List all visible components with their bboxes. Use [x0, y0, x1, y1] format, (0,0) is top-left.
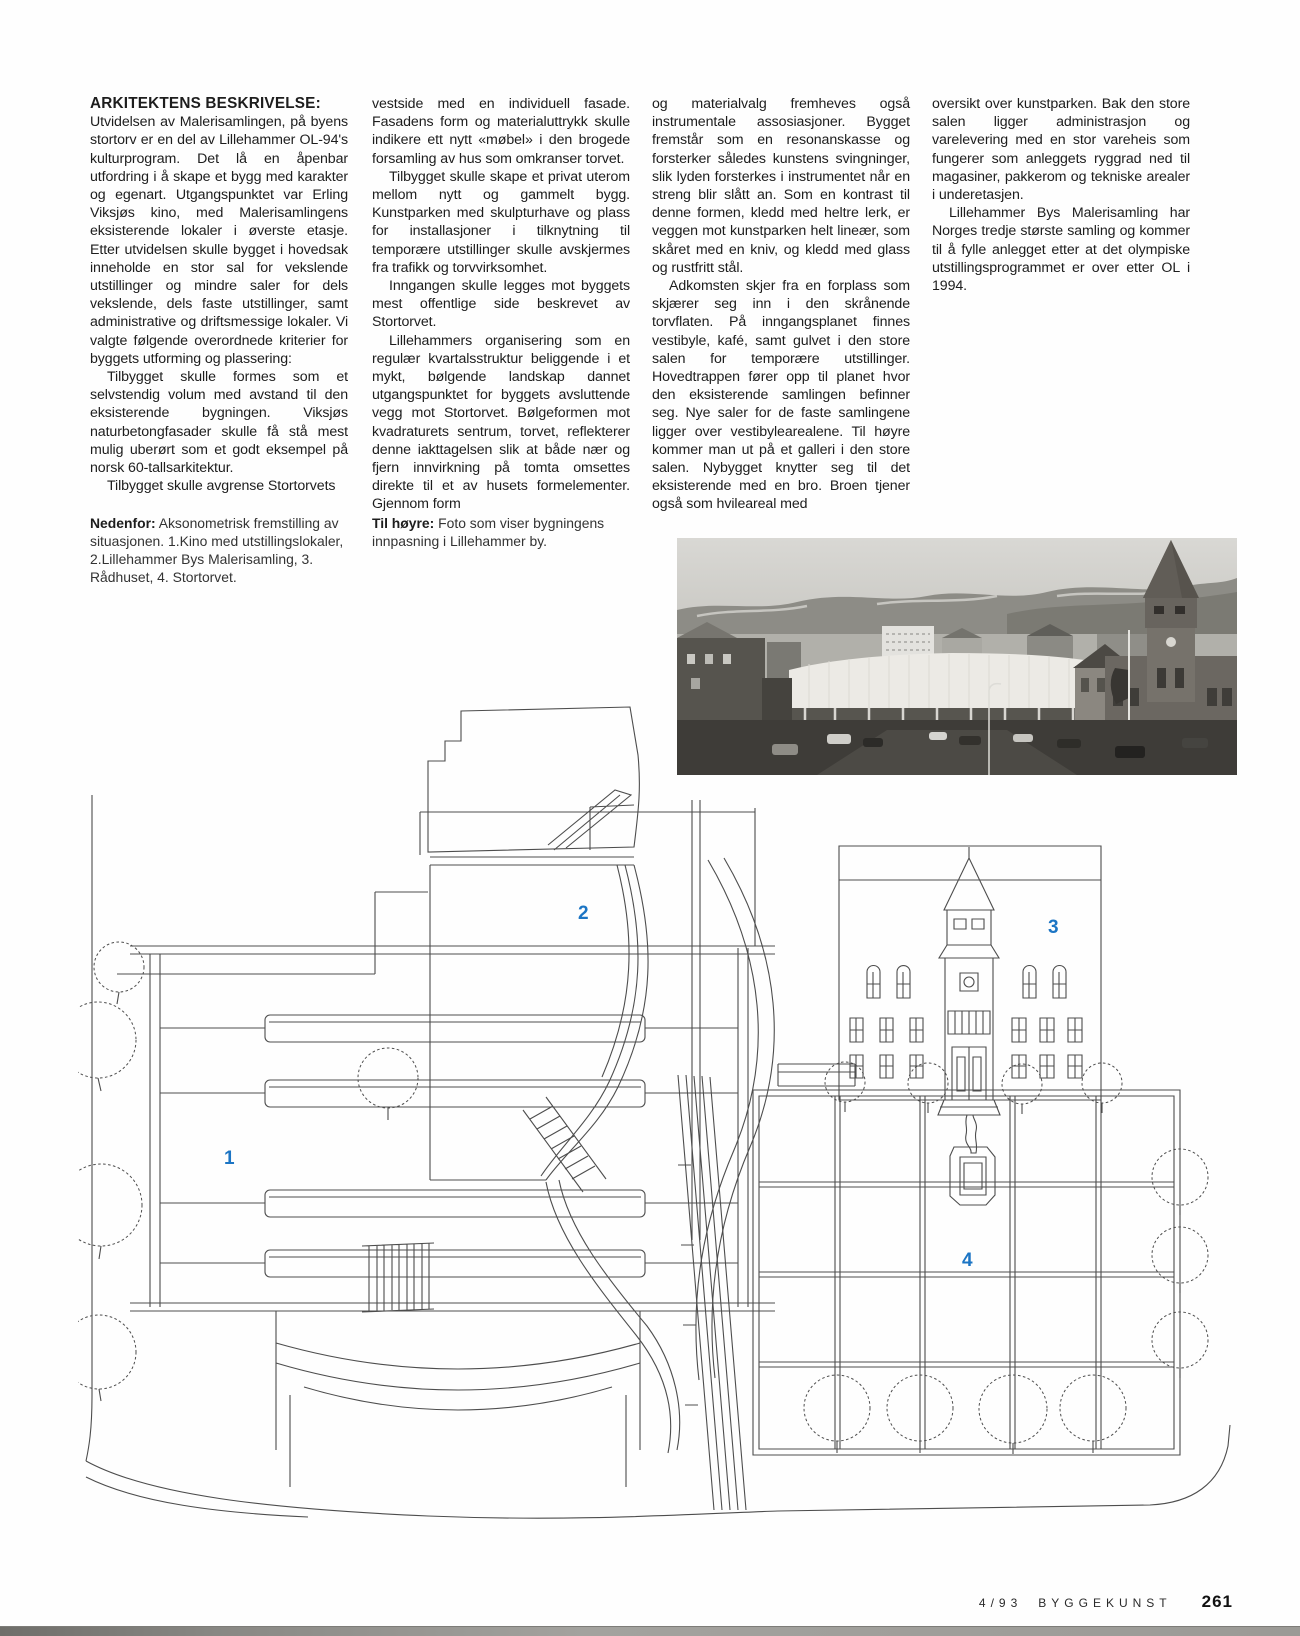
- building-3-townhall: [839, 846, 1101, 1115]
- figure-label-3: 3: [1048, 917, 1059, 938]
- road-edge: [86, 1425, 1230, 1518]
- caption-axonometric: [90, 514, 354, 586]
- trees: [78, 942, 1208, 1454]
- paragraph: Tilbygget skulle formes som et selvstendig volum med avstand til den eksisterende bygningen. Viksjøs naturbetongfasader skulle få stå mest mulig uberørt som et godt eksempel på norsk 60-tallsarkitektur.: [90, 369, 348, 477]
- page-number: 261: [1201, 1592, 1233, 1611]
- paragraph: Tilbygget skulle skape et privat uterom mellom nytt og gammelt bygg. Kunstparken med skulpturhave og plass for installasjoner i tilknytning til temporære utstillinger skulle avskjermes fra trafikk og torvvirksomhet.: [372, 168, 630, 276]
- plaza-stortorvet: [753, 1090, 1180, 1455]
- text-column-3: [652, 95, 910, 514]
- caption-photo: [372, 514, 636, 550]
- article-heading: ARKITEKTENS BESKRIVELSE:: [90, 95, 321, 112]
- paragraph: oversikt over kunstparken. Bak den store salen ligger administrasjon og varelevering med en stor vareheis som fungerer som anleggets ryggrad ned til magasiner, pakkerom og tekniske arealer i underetasjen.: [932, 96, 1190, 204]
- figure-label-4: 4: [962, 1250, 973, 1271]
- site-plan-graphic: [78, 695, 1238, 1525]
- caption-text: Aksonometrisk fremstilling av situasjonen. 1.Kino med utstillingslokaler, 2.Lillehammer Bys Malerisamling, 3. Rådhuset, 4. Stortorvet.: [90, 515, 344, 585]
- issue-number: 4/93: [978, 1596, 1023, 1610]
- caption-lead: Til høyre:: [372, 515, 435, 531]
- figure-label-2: 2: [578, 903, 589, 924]
- paragraph: Lillehammers organisering som en regulær kvartalsstruktur beliggende i et mykt, bølgende landskap dannet utgangspunktet for byggets avsluttende vegg mot Stortorvet. Bølgeformen mot kvadraturets sentrum, torvet, reflekterer denne iakttagelsen slik at både nær og fjern innvirkning på tomta omsettes direkte til et av husets formelementer. Gjennom form: [372, 332, 630, 513]
- axonometric-site-drawing: [78, 695, 1238, 1525]
- text-column-1: [90, 95, 348, 495]
- road-edge-2: [86, 1477, 308, 1517]
- terrace-lines: [117, 808, 755, 974]
- paragraph: Lillehammer Bys Malerisamling har Norges tredje største samling og kommer til å fylle anlegget etter at det olympiske utstillingsprogrammet er over etter OL i 1994.: [932, 205, 1190, 295]
- caption-lead: Nedenfor:: [90, 515, 156, 531]
- paragraph: vestside med en individuell fasade. Fasadens form og materialuttrykk skulle indikere ett nytt «møbel» i den brogede forsamling av hus som omkranser torvet.: [372, 96, 630, 167]
- page-footer: [979, 1592, 1233, 1612]
- ramp-hatch: [523, 1097, 606, 1192]
- fountain: [950, 1147, 995, 1205]
- text-column-4: [932, 95, 1190, 295]
- caption-text: Foto som viser bygningens innpasning i Lillehammer by.: [372, 515, 605, 549]
- site-boundary: [86, 795, 92, 1461]
- paragraph: og materialvalg fremheves også instrumentale assosiasjoner. Bygget fremstår som en resonanskasse og forsterker således kunstens svingninger, slik lyden forsterkes i instrumentet når en streng blir slått an. Som en kontrast til denne formen, kledd med heltre lerk, er veggen mot kunstparken helt lineær, som skåret med en kniv, og kledd med glass og rustfritt stål.: [652, 96, 910, 276]
- magazine-title: BYGGEKUNST: [1038, 1596, 1172, 1610]
- diagonal-steps: [678, 1075, 746, 1510]
- bridge: [778, 1064, 855, 1086]
- paragraph: Inngangen skulle legges mot byggets mest offentlige side beskrevet av Stortorvet.: [372, 278, 630, 331]
- figure-label-1: 1: [224, 1148, 235, 1169]
- paragraph: Utvidelsen av Malerisamlingen, på byens stortorv er en del av Lillehammer OL-94's kulturprogram. Det lå en åpenbar utfordring i å skape et bygg med karakter og egenart. Utgangspunktet var Erling Viksjøs kino, med Malerisamlingens eksisterende lokaler i øverste etasje. Etter utvidelsen skulle bygget i hovedsak inneholde en stor sal for vekslende utstillinger og mindre saler for dels vekslende, dels faste utstillinger, samt administrative og driftsmessige lokaler. Vi valgte følgende overordnede kriterier for byggets utforming og plassering:: [90, 114, 348, 367]
- paragraph: Tilbygget skulle avgrense Stortorvets: [107, 478, 336, 495]
- text-column-2: [372, 95, 630, 514]
- scan-edge-artifact: [0, 1626, 1300, 1636]
- paragraph: Adkomsten skjer fra en forplass som skjærer seg inn i den skrånende torvflaten. På inngangsplanet finnes vestibyle, kafé, samt gulvet i den store salen for temporære utstillinger. Hovedtrappen fører opp til planet hvor den eksisterende samlingen befinner seg. Nye saler for de faste samlingene ligger over vestibylearealene. Til høyre kommer man ut på et galleri i den store salen. Nybygget knytter seg til det eksisterende med en bro. Broen tjener også som hvileareal med: [652, 278, 910, 513]
